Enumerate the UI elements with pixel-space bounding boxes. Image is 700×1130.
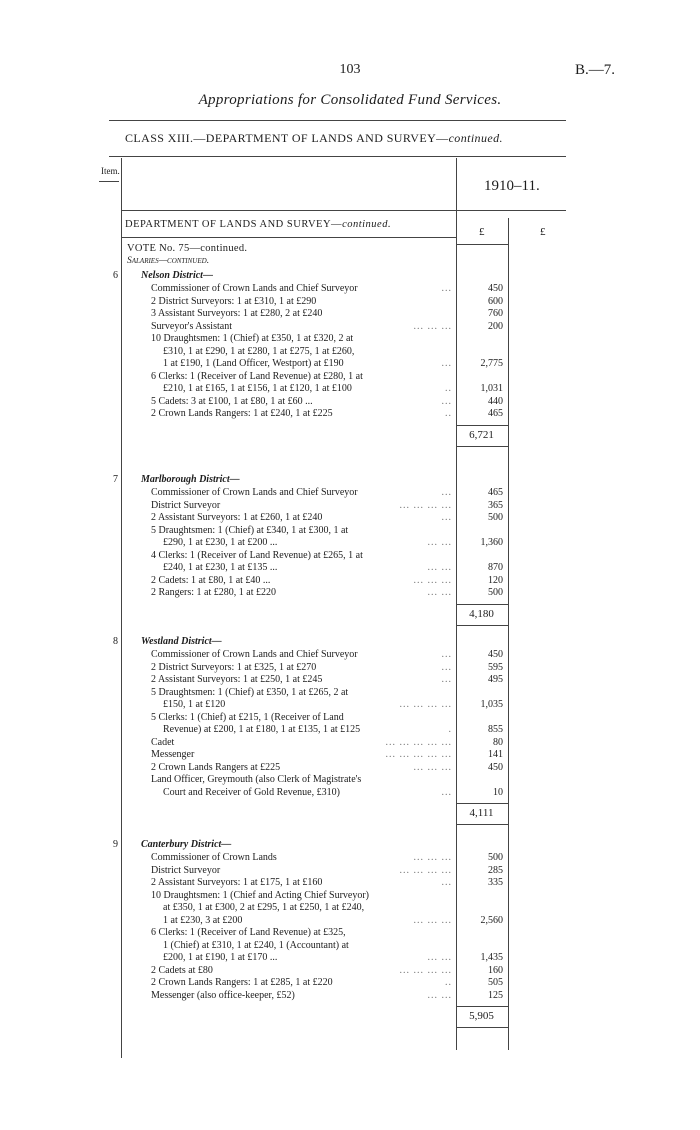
- leader-dots: ..: [445, 408, 452, 419]
- dept-heading-rule: [121, 237, 457, 238]
- page-number: 103: [339, 62, 361, 77]
- department-heading-text: DEPARTMENT OF LANDS AND SURVEY—: [125, 219, 343, 230]
- salary-line-text: 2 Rangers: 1 at £280, 1 at £220: [151, 587, 279, 598]
- salary-line-text: 2 Cadets: 1 at £80, 1 at £40 ...: [151, 575, 273, 586]
- salary-line-text: at £350, 1 at £300, 2 at £295, 1 at £250, 1 at £240,: [163, 902, 367, 913]
- year-rule: [121, 210, 566, 211]
- line-amount: 200: [488, 320, 503, 332]
- line-amount: 125: [488, 989, 503, 1001]
- salary-line: [151, 587, 454, 600]
- salary-line-text: 2 Assistant Surveyors: 1 at £175, 1 at £160: [151, 877, 325, 888]
- leader-dots: ... ...: [427, 537, 452, 548]
- district-total: 4,180: [469, 607, 494, 620]
- district-total: 5,905: [469, 1010, 494, 1022]
- leader-dots: ... ... ...: [413, 914, 452, 926]
- header-rule-bottom: [109, 156, 566, 157]
- line-amount: 600: [488, 295, 503, 307]
- salary-line: [151, 371, 454, 384]
- leader-dots: ..: [445, 977, 452, 988]
- subtotal-rule-bottom: [456, 824, 508, 825]
- salary-line: [151, 774, 454, 787]
- district-total: 4,111: [469, 807, 494, 819]
- line-amount: 1,031: [480, 383, 503, 394]
- item-column-heading: Item.: [101, 166, 120, 176]
- salary-line: [151, 308, 454, 321]
- item-heading-underline: [99, 181, 119, 182]
- salary-line-text: 2 Crown Lands Rangers at £225: [151, 762, 283, 773]
- leader-dots: ... ... ...: [413, 761, 452, 773]
- leader-dots: ...: [441, 877, 452, 888]
- district-total: 6,721: [469, 428, 494, 441]
- salary-line: [151, 712, 454, 725]
- salary-line: [151, 965, 454, 978]
- department-heading: [125, 219, 391, 230]
- line-amount: 495: [488, 674, 503, 685]
- salary-line-text: 1 at £190, 1 (Land Officer, Westport) at £190: [163, 358, 347, 369]
- salary-line: [151, 283, 454, 296]
- leader-dots: ... ... ... ... ...: [385, 749, 452, 760]
- salary-line: [151, 333, 454, 346]
- salary-line-text: 4 Clerks: 1 (Receiver of Land Revenue) at £265, 1 at: [151, 550, 366, 561]
- line-amount: 1,360: [480, 537, 503, 548]
- department-heading-continued: continued.: [342, 219, 392, 230]
- leader-dots: ...: [441, 395, 452, 407]
- salary-line-text: 10 Draughtsmen: 1 (Chief and Acting Chief Surveyor): [151, 890, 372, 901]
- district-name: Marlborough District—: [141, 474, 240, 485]
- salary-line-text: 2 Assistant Surveyors: 1 at £260, 1 at £240: [151, 512, 325, 523]
- item-number: 6: [113, 270, 118, 281]
- salary-line-text: Commissioner of Crown Lands and Chief Surveyor: [151, 649, 361, 660]
- salary-line: [151, 687, 454, 700]
- salary-line-text: 5 Draughtsmen: 1 (Chief) at £340, 1 at £300, 1 at: [151, 525, 351, 536]
- pound-column-2: £: [540, 226, 546, 238]
- salary-line-text: 2 Cadets at £80: [151, 965, 216, 976]
- salary-line-text: 6 Clerks: 1 (Receiver of Land Revenue) at £280, 1 at: [151, 371, 366, 382]
- class-heading-continued: continued.: [448, 131, 503, 145]
- leader-dots: .: [448, 724, 452, 735]
- leader-dots: ...: [441, 649, 452, 660]
- salary-line: [163, 724, 454, 737]
- line-amount: 365: [488, 499, 503, 511]
- salary-line-text: Land Officer, Greymouth (also Clerk of Magistrate's: [151, 774, 364, 785]
- leader-dots: ... ... ...: [413, 574, 452, 586]
- salary-line: [163, 940, 454, 953]
- leader-dots: ... ... ... ...: [399, 964, 452, 976]
- salary-line-text: 1 (Chief) at £310, 1 at £240, 1 (Accountant) at: [163, 940, 352, 951]
- salary-line-text: £240, 1 at £230, 1 at £135 ...: [163, 562, 280, 573]
- salary-line-text: District Surveyor: [151, 865, 223, 876]
- item-number: 9: [113, 839, 118, 850]
- salary-line-text: £210, 1 at £165, 1 at £156, 1 at £120, 1 at £100: [163, 383, 355, 394]
- salary-line-text: Revenue) at £200, 1 at £180, 1 at £135, 1 at £125: [163, 724, 363, 735]
- page-title: Appropriations for Consolidated Fund Services.: [198, 92, 502, 108]
- item-number: 8: [113, 636, 118, 647]
- leader-dots: ...: [441, 674, 452, 685]
- salary-line: [163, 537, 454, 550]
- year-heading: 1910–11.: [484, 178, 540, 194]
- line-amount: 141: [488, 749, 503, 760]
- line-amount: 80: [493, 736, 503, 748]
- leader-dots: ... ...: [427, 587, 452, 598]
- salary-line: [151, 852, 454, 865]
- salary-line-text: 2 District Surveyors: 1 at £310, 1 at £290: [151, 296, 319, 307]
- salary-line-text: Commissioner of Crown Lands and Chief Surveyor: [151, 487, 361, 498]
- salary-line-text: Commissioner of Crown Lands and Chief Surveyor: [151, 283, 361, 294]
- line-amount: 2,775: [480, 358, 503, 369]
- leader-dots: ... ... ...: [413, 320, 452, 332]
- salary-line-text: 2 District Surveyors: 1 at £325, 1 at £270: [151, 662, 319, 673]
- line-amount: 450: [488, 283, 503, 294]
- salary-line-text: 2 Crown Lands Rangers: 1 at £285, 1 at £220: [151, 977, 336, 988]
- salary-line-text: 1 at £230, 3 at £200: [163, 915, 245, 926]
- amount-column-rule-mid: [508, 218, 509, 1050]
- line-amount: 500: [488, 852, 503, 863]
- salary-line: [151, 396, 454, 409]
- salary-line: [163, 787, 454, 800]
- salary-line: [151, 737, 454, 750]
- salary-line-text: £290, 1 at £230, 1 at £200 ...: [163, 537, 280, 548]
- salary-line: [151, 296, 454, 309]
- salary-line: [151, 927, 454, 940]
- salary-line: [163, 383, 454, 396]
- leader-dots: ...: [441, 283, 452, 294]
- subtotal-rule-top: [456, 425, 508, 426]
- salary-line: [163, 346, 454, 359]
- salary-line: [163, 358, 454, 371]
- salary-line: [151, 890, 454, 903]
- pound-rule: [456, 244, 508, 245]
- salary-line: [151, 977, 454, 990]
- class-heading-text: CLASS XIII.—DEPARTMENT OF LANDS AND SURVEY—: [125, 131, 449, 145]
- salary-line-text: District Surveyor: [151, 500, 223, 511]
- salary-line-text: £150, 1 at £120: [163, 699, 228, 710]
- line-amount: 10: [493, 786, 503, 798]
- salary-line-text: 5 Draughtsmen: 1 (Chief) at £350, 1 at £265, 2 at: [151, 687, 351, 698]
- salary-line-text: 2 Assistant Surveyors: 1 at £250, 1 at £245: [151, 674, 325, 685]
- leader-dots: ... ...: [427, 562, 452, 573]
- line-amount: 120: [488, 574, 503, 586]
- salary-line-text: £200, 1 at £190, 1 at £170 ...: [163, 952, 280, 963]
- line-amount: 505: [488, 977, 503, 988]
- item-number: 7: [113, 474, 118, 485]
- salary-line: [151, 674, 454, 687]
- salary-line-text: Messenger: [151, 749, 197, 760]
- vote-heading: VOTE No. 75—continued.: [127, 243, 248, 254]
- salary-line: [151, 990, 454, 1003]
- district-name: Nelson District—: [141, 270, 213, 281]
- salary-line-text: 5 Clerks: 1 (Chief) at £215, 1 (Receiver of Land: [151, 712, 347, 723]
- salary-line: [163, 915, 454, 928]
- salary-line-text: £310, 1 at £290, 1 at £280, 1 at £275, 1 at £260,: [163, 346, 357, 357]
- district-name: Westland District—: [141, 636, 222, 647]
- line-amount: 500: [488, 512, 503, 523]
- line-amount: 465: [488, 408, 503, 419]
- salary-line: [151, 408, 454, 421]
- leader-dots: ... ... ... ...: [399, 499, 452, 511]
- line-amount: 2,560: [480, 914, 503, 926]
- salary-line-text: Commissioner of Crown Lands: [151, 852, 280, 863]
- leader-dots: ... ...: [427, 989, 452, 1001]
- salary-line: [163, 699, 454, 712]
- salary-line: [151, 500, 454, 513]
- subtotal-rule-bottom: [456, 625, 508, 626]
- salary-line: [151, 662, 454, 675]
- line-amount: 1,035: [480, 699, 503, 710]
- salary-line: [151, 877, 454, 890]
- leader-dots: ...: [441, 661, 452, 673]
- salary-line-text: Court and Receiver of Gold Revenue, £310): [163, 787, 343, 798]
- leader-dots: ...: [441, 487, 452, 498]
- leader-dots: ...: [441, 512, 452, 523]
- salary-line-text: 5 Cadets: 3 at £100, 1 at £80, 1 at £60 ...: [151, 396, 316, 407]
- salaries-heading: Salaries—continued.: [127, 256, 210, 266]
- salary-line: [151, 487, 454, 500]
- class-heading: [125, 131, 503, 146]
- line-amount: 440: [488, 395, 503, 407]
- item-column-rule: [121, 158, 122, 1058]
- subtotal-rule-bottom: [456, 1027, 508, 1028]
- leader-dots: ...: [441, 358, 452, 369]
- salary-line: [151, 649, 454, 662]
- salary-line: [151, 550, 454, 563]
- salary-line: [151, 512, 454, 525]
- salary-line: [151, 525, 454, 538]
- leader-dots: ...: [441, 786, 452, 798]
- leader-dots: ... ... ... ...: [399, 864, 452, 876]
- line-amount: 335: [488, 877, 503, 888]
- salary-line: [151, 321, 454, 334]
- salary-line: [163, 902, 454, 915]
- subtotal-rule-bottom: [456, 446, 508, 447]
- salary-line: [151, 575, 454, 588]
- leader-dots: ... ... ... ... ...: [385, 736, 452, 748]
- document-reference: B.—7.: [574, 62, 615, 78]
- line-amount: 450: [488, 761, 503, 773]
- line-amount: 160: [488, 964, 503, 976]
- salary-line-text: 10 Draughtsmen: 1 (Chief) at £350, 1 at £320, 2 at: [151, 333, 356, 344]
- line-amount: 450: [488, 649, 503, 660]
- line-amount: 465: [488, 487, 503, 498]
- pound-column-1: £: [479, 226, 485, 238]
- salary-line-text: 3 Assistant Surveyors: 1 at £280, 2 at £240: [151, 308, 325, 319]
- salary-line-text: 2 Crown Lands Rangers: 1 at £240, 1 at £225: [151, 408, 336, 419]
- district-name: Canterbury District—: [141, 839, 232, 850]
- line-amount: 595: [488, 661, 503, 673]
- salary-line-text: Cadet: [151, 737, 177, 748]
- line-amount: 1,435: [480, 952, 503, 963]
- salary-line: [163, 562, 454, 575]
- subtotal-rule-top: [456, 604, 508, 605]
- leader-dots: ... ... ... ...: [399, 699, 452, 710]
- salary-line-text: 6 Clerks: 1 (Receiver of Land Revenue) at £325,: [151, 927, 349, 938]
- leader-dots: ... ... ...: [413, 852, 452, 863]
- salary-line-text: Surveyor's Assistant: [151, 321, 235, 332]
- subtotal-rule-top: [456, 1006, 508, 1007]
- salary-line: [163, 952, 454, 965]
- salary-line-text: Messenger (also office-keeper, £52): [151, 990, 298, 1001]
- leader-dots: ..: [445, 383, 452, 394]
- line-amount: 870: [488, 562, 503, 573]
- line-amount: 285: [488, 864, 503, 876]
- leader-dots: ... ...: [427, 952, 452, 963]
- line-amount: 760: [488, 308, 503, 319]
- line-amount: 500: [488, 587, 503, 598]
- header-rule-top: [109, 120, 566, 121]
- salary-line: [151, 762, 454, 775]
- subtotal-rule-top: [456, 803, 508, 804]
- salary-line: [151, 865, 454, 878]
- salary-line: [151, 749, 454, 762]
- line-amount: 855: [488, 724, 503, 735]
